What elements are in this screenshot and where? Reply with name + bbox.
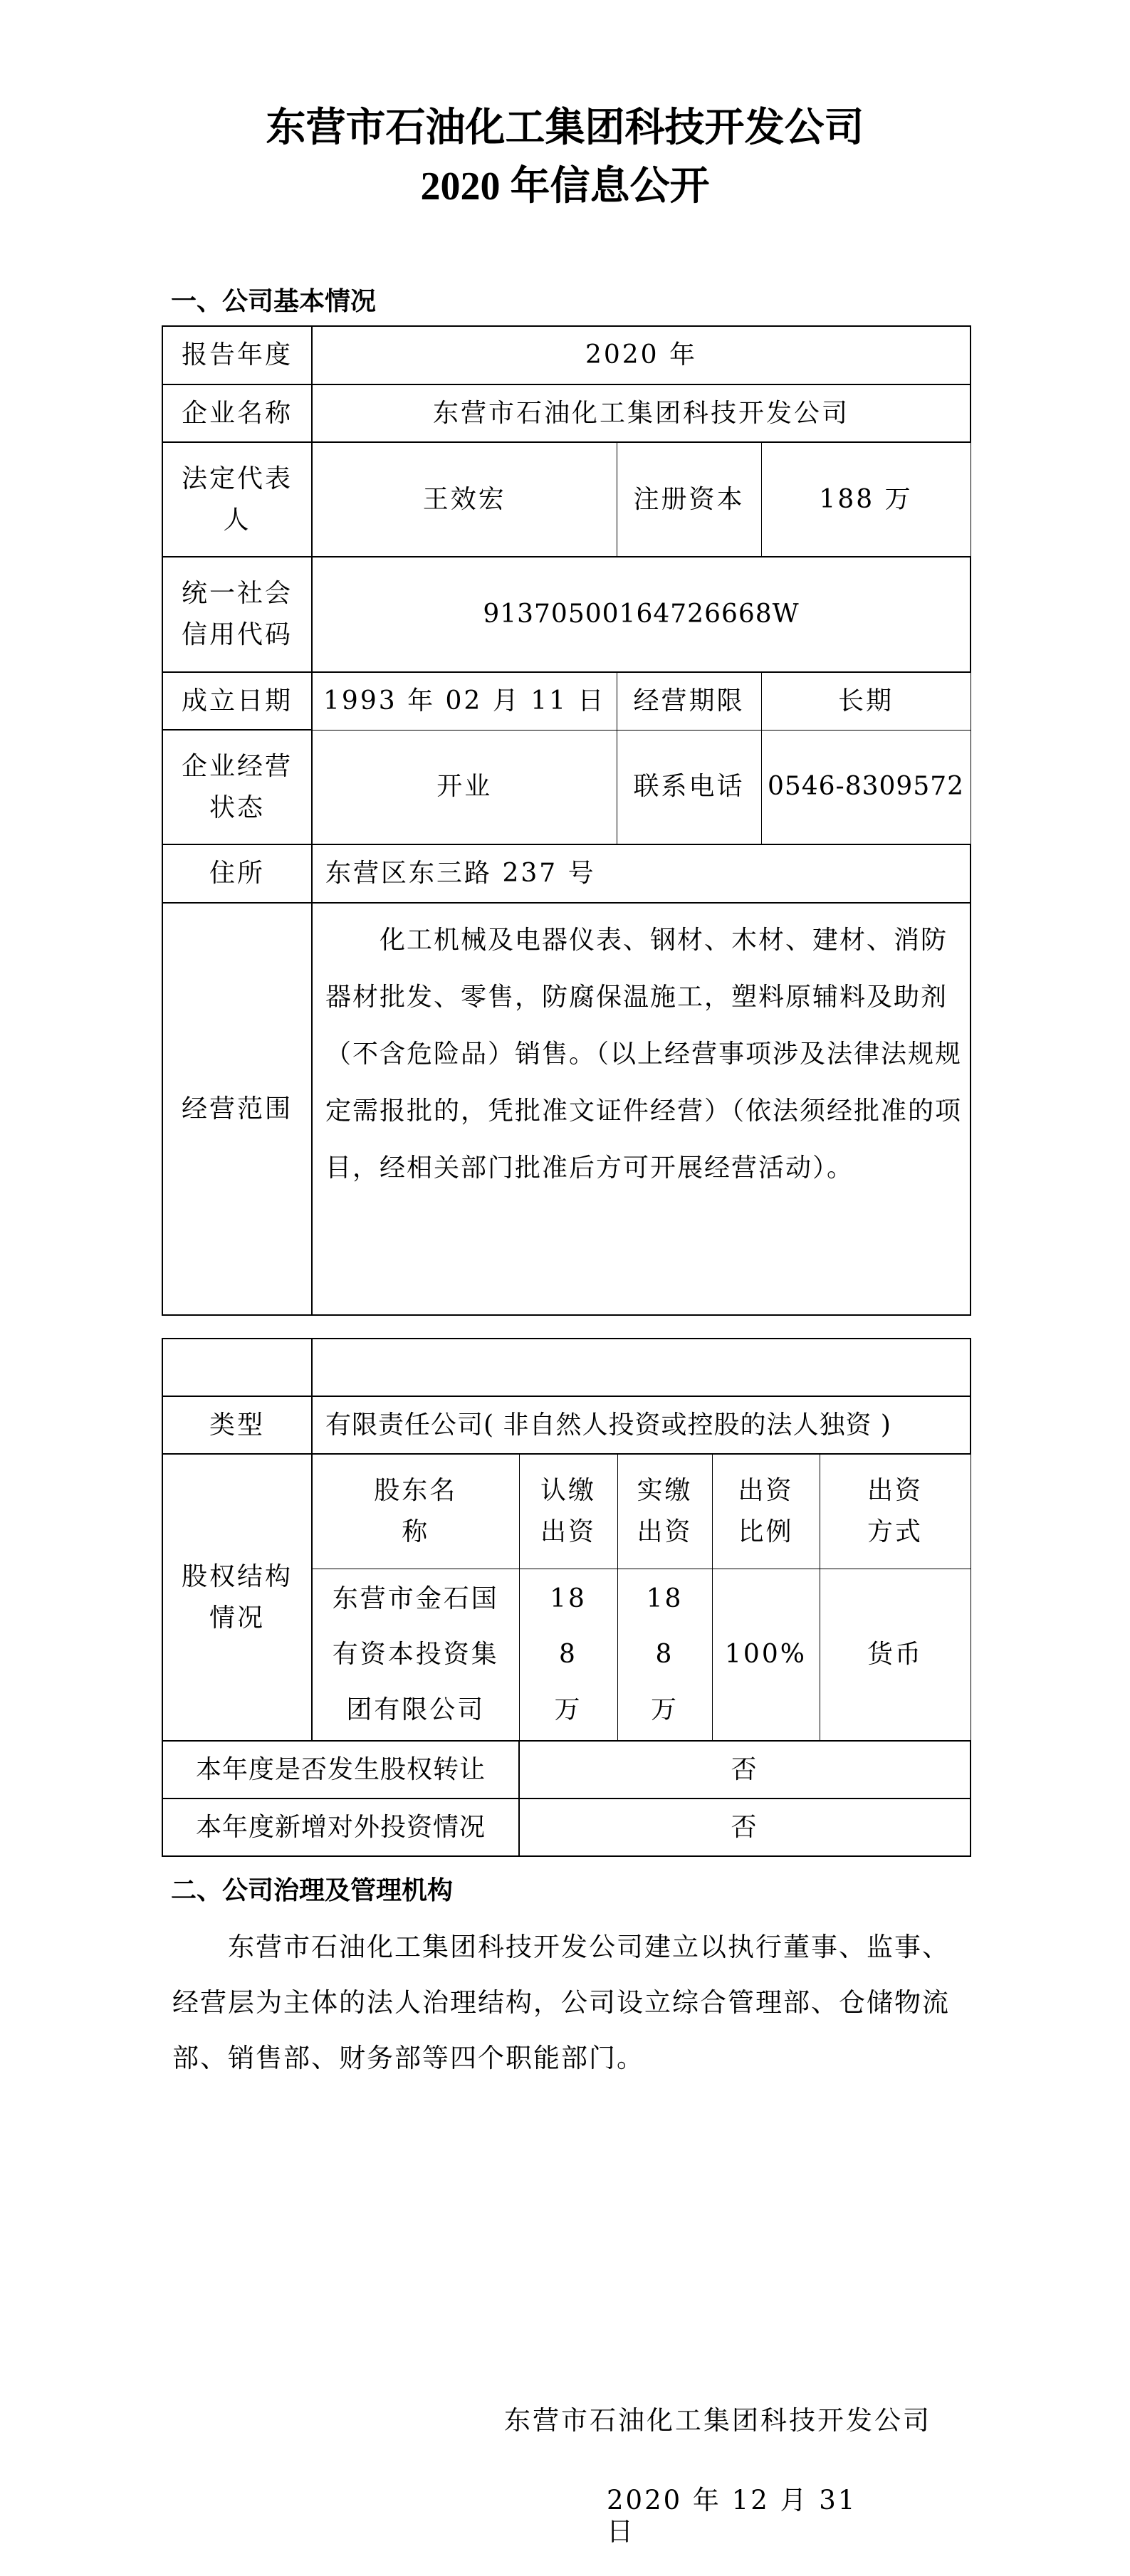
contribution-method: 货币 [820, 1569, 971, 1741]
contribution-ratio: 100% [712, 1569, 820, 1741]
legal-rep-value: 王效宏 [312, 442, 617, 557]
row-address [162, 844, 971, 903]
document-title-line2: 2020 年信息公开 [420, 164, 710, 209]
header-subscribed-capital: 认缴出资 [519, 1454, 617, 1569]
row-report-year [162, 326, 971, 384]
row-legal-rep [162, 442, 971, 557]
header-contribution-method: 出资方式 [820, 1454, 971, 1569]
footer-date: 2020 年 12 月 31 日 [607, 2485, 857, 2547]
business-scope-label: 经营范围 [162, 903, 312, 1315]
business-scope-value: 化工机械及电器仪表、钢材、木材、建材、消防器材批发、零售，防腐保温施工，塑料原辅料及助剂（不含危险品）销售。（以上经营事项涉及法律法规规定需报批的，凭批准文证件经营）（依法须经批准的项目，经相关部门批准后方可开展经营活动）。 [312, 903, 971, 1315]
new-investment-label: 本年度新增对外投资情况 [162, 1799, 519, 1856]
address-label: 住所 [162, 844, 312, 903]
paid-capital: 188 万 [617, 1569, 712, 1741]
new-investment-value: 否 [519, 1799, 971, 1856]
row-established [162, 672, 971, 730]
section1-heading: 一、公司基本情况 [171, 287, 377, 316]
established-date-label: 成立日期 [162, 672, 312, 730]
company-type-value: 有限责任公司( 非自然人投资或控股的法人独资 ) [312, 1396, 971, 1454]
phone-label: 联系电话 [617, 730, 761, 844]
header-paid-capital: 实缴出资 [617, 1454, 712, 1569]
credit-code-label: 统一社会信用代码 [162, 557, 312, 672]
company-name-value: 东营市石油化工集团科技开发公司 [312, 384, 971, 442]
governance-paragraph: 东营市石油化工集团科技开发公司建立以执行董事、监事、经营层为主体的法人治理结构，公司设立综合管理部、仓储物流部、销售部、财务部等四个职能部门。 [172, 1932, 950, 2073]
shareholder-name: 东营市金石国有资本投资集团有限公司 [312, 1569, 519, 1741]
report-year-value: 2020 年 [312, 326, 971, 384]
empty-value [312, 1339, 971, 1396]
row-credit-code [162, 557, 971, 672]
company-type-label: 类型 [162, 1396, 312, 1454]
row-equity-header [162, 1454, 971, 1569]
header-shareholder-name: 股东名称 [312, 1454, 519, 1569]
registered-capital-label: 注册资本 [617, 442, 761, 557]
row-company-name [162, 384, 971, 442]
address-value: 东营区东三路 237 号 [312, 844, 971, 903]
established-date-value: 1993 年 02 月 11 日 [312, 672, 617, 730]
operating-period-value: 长期 [761, 672, 971, 730]
phone-value: 0546-8309572 [761, 730, 971, 844]
report-year-label: 报告年度 [162, 326, 312, 384]
equity-transfer-label: 本年度是否发生股权转让 [162, 1741, 519, 1799]
credit-code-value: 91370500164726668W [312, 557, 971, 672]
registered-capital-value: 188 万 [761, 442, 971, 557]
business-status-label: 企业经营状态 [162, 730, 312, 844]
footer-company: 东营市石油化工集团科技开发公司 [504, 2405, 931, 2436]
document-title-line1: 东营市石油化工集团科技开发公司 [266, 106, 864, 150]
operating-period-label: 经营期限 [617, 672, 761, 730]
section2-heading: 二、公司治理及管理机构 [171, 1876, 454, 1905]
equity-table [162, 1338, 971, 1857]
legal-rep-label: 法定代表人 [162, 442, 312, 557]
empty-label [162, 1339, 312, 1396]
basic-info-table [162, 325, 971, 1316]
company-name-label: 企业名称 [162, 384, 312, 442]
subscribed-capital: 188 万 [519, 1569, 617, 1741]
row-company-type [162, 1396, 971, 1454]
row-empty [162, 1339, 971, 1396]
row-business-status [162, 730, 971, 844]
row-new-investment [162, 1799, 971, 1856]
header-contribution-ratio: 出资比例 [712, 1454, 820, 1569]
equity-transfer-value: 否 [519, 1741, 971, 1799]
row-equity-transfer [162, 1741, 971, 1799]
business-status-value: 开业 [312, 730, 617, 844]
equity-structure-label: 股权结构情况 [162, 1454, 312, 1741]
row-business-scope [162, 903, 971, 1315]
